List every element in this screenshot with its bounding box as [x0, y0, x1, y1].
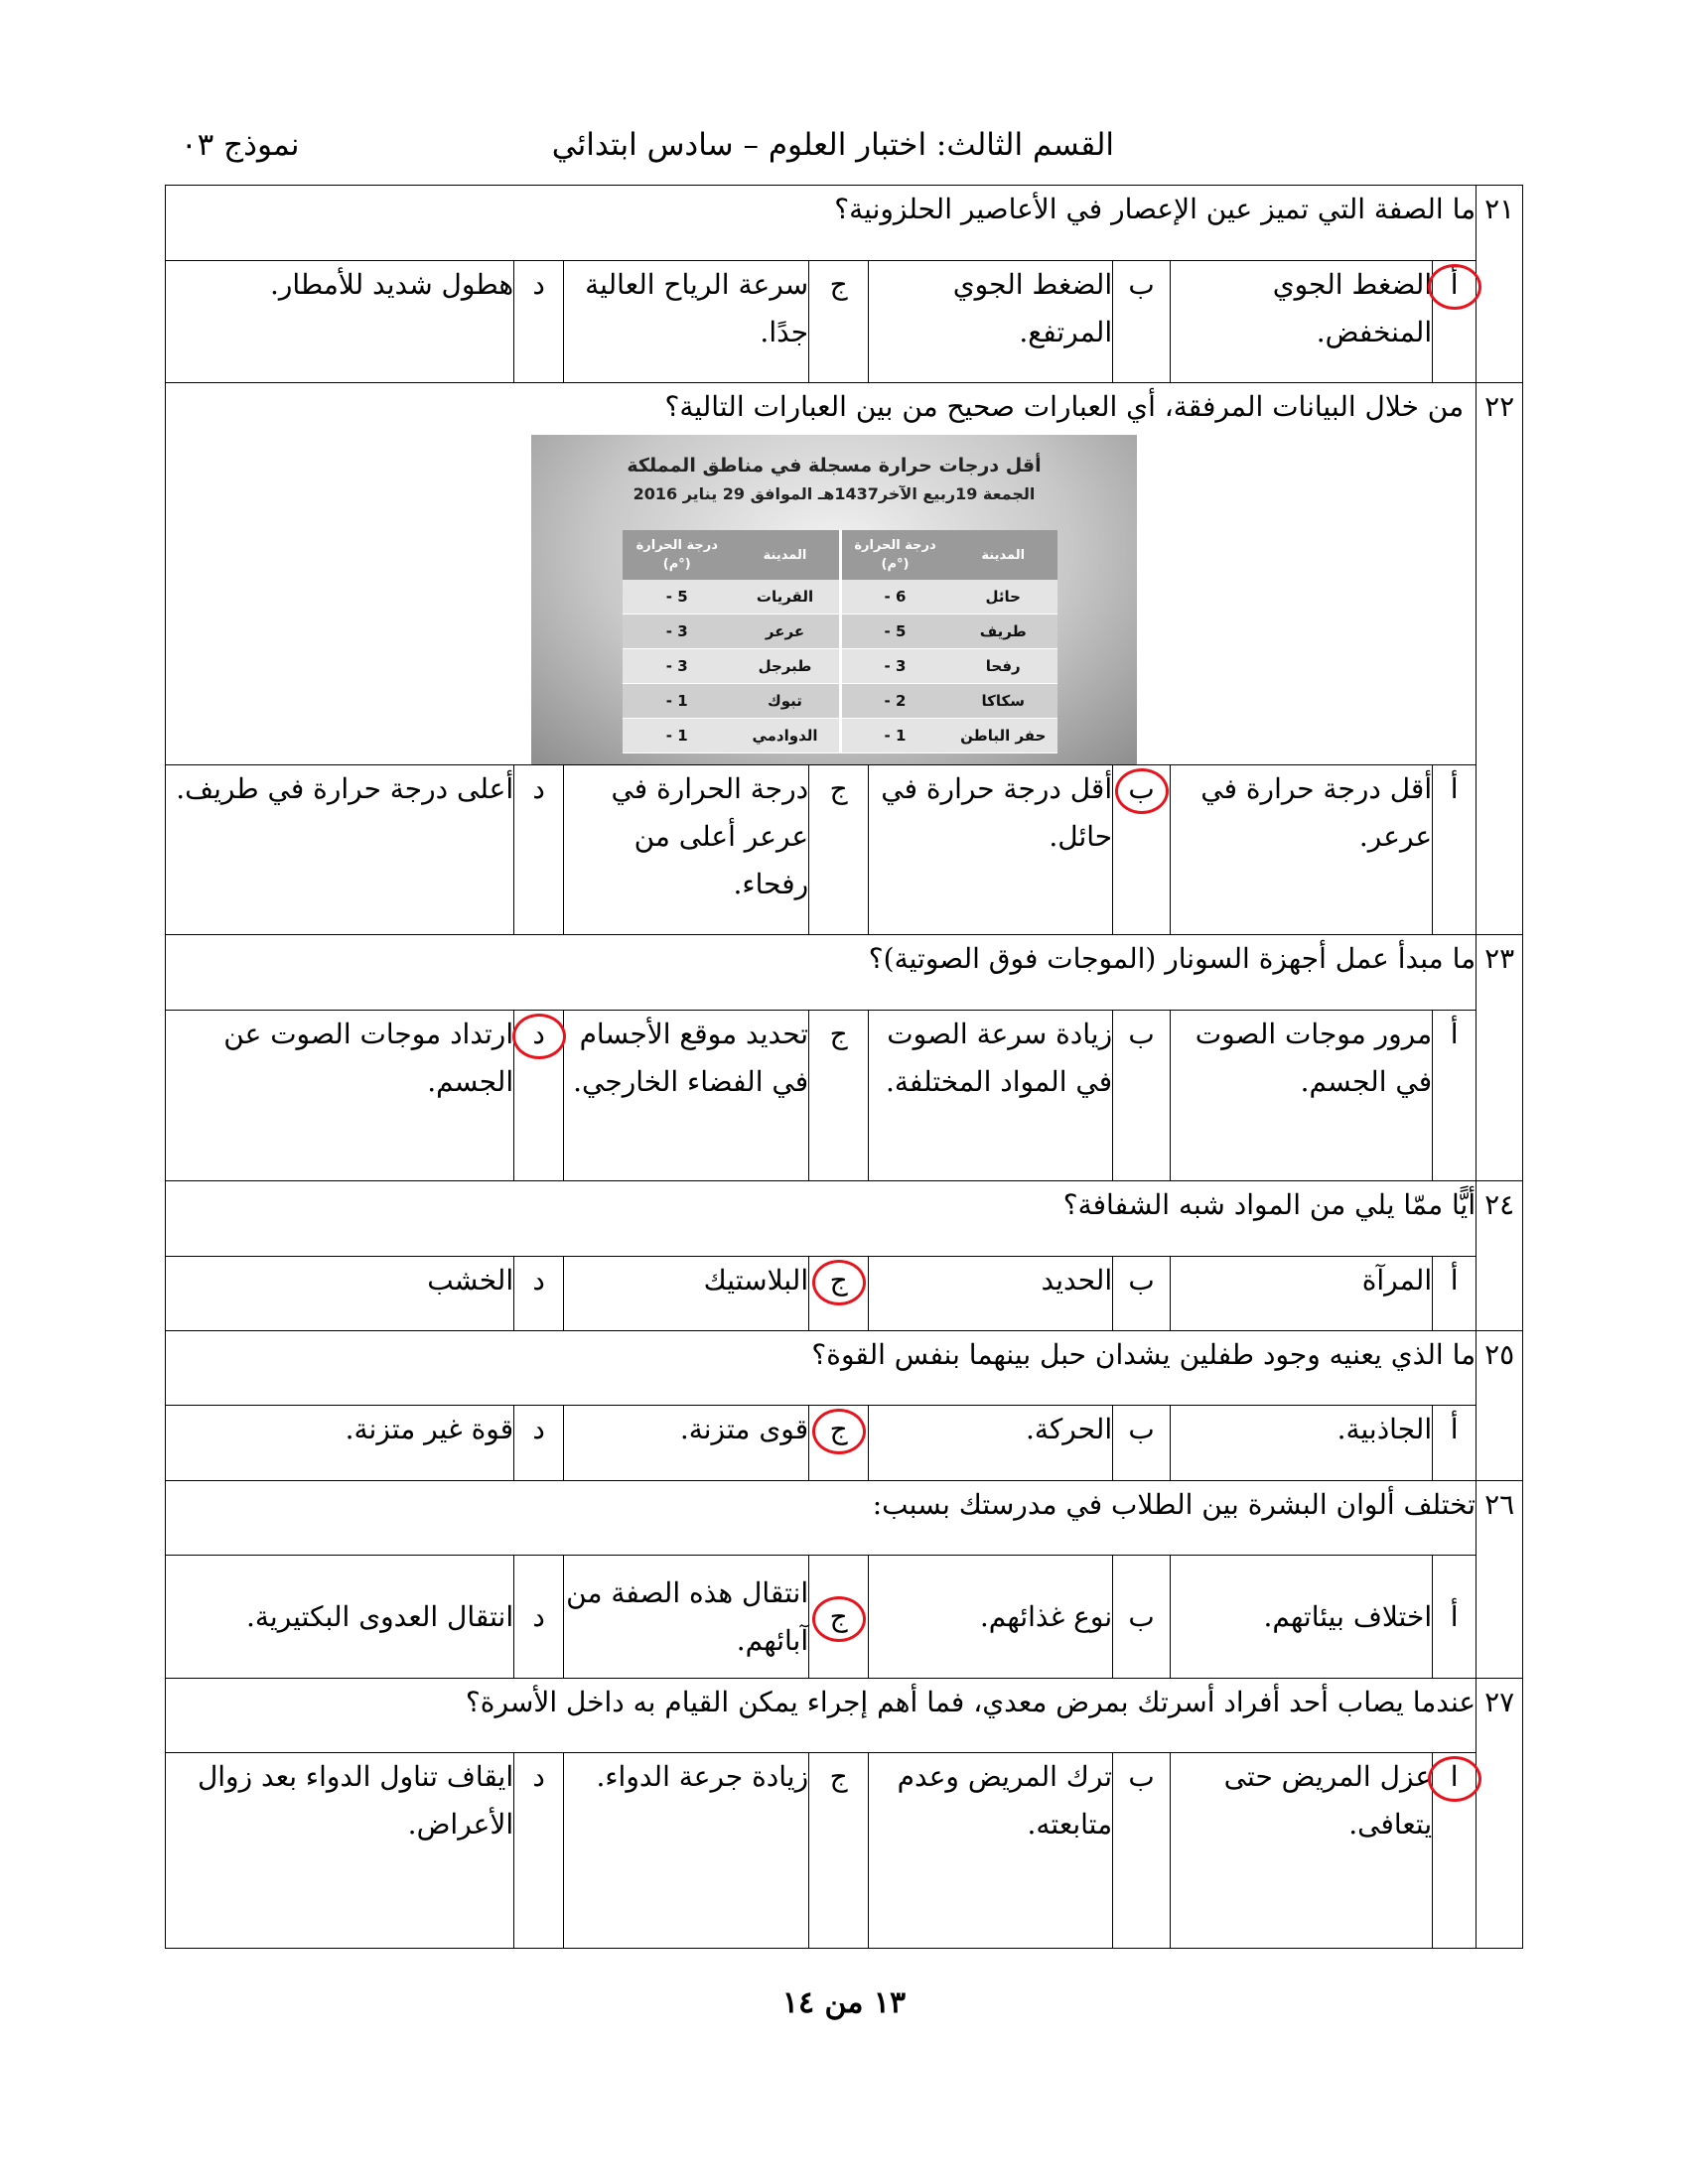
option-b: زيادة سرعة الصوت في المواد المختلفة.	[869, 1011, 1113, 1181]
exam-title: القسم الثالث: اختبار العلوم – سادس ابتدائي	[551, 127, 1114, 163]
temp-cell: 3 -	[623, 649, 732, 684]
option-letter-b: ب	[1113, 1753, 1171, 1949]
attached-data	[166, 431, 1476, 764]
table-row	[623, 719, 1057, 753]
option-letter-d: د	[514, 1011, 564, 1181]
option-letter-a: أ	[1433, 1556, 1477, 1679]
option-letter-a: أ	[1433, 261, 1477, 383]
options-row-22	[166, 765, 1523, 935]
question-text: ما الصفة التي تميز عين الإعصار في الأعاصير الحلزونية؟	[166, 186, 1477, 261]
option-letter-b: ب	[1113, 765, 1171, 935]
temperature-header-row	[623, 530, 1057, 580]
temp-cell: 6 -	[840, 580, 949, 614]
city-cell: الدوادمي	[732, 719, 841, 753]
question-row-23	[166, 935, 1523, 1011]
table-row	[623, 580, 1057, 614]
option-letter-b: ب	[1113, 1011, 1171, 1181]
model-label: نموذج ٠٣	[181, 127, 300, 163]
question-cell	[166, 383, 1477, 765]
question-row-21	[166, 186, 1523, 261]
question-row-22	[166, 383, 1523, 765]
option-b: ترك المريض وعدم متابعته.	[869, 1753, 1113, 1949]
answer-circle	[812, 1409, 866, 1454]
questions-table	[165, 185, 1523, 1949]
option-c: درجة الحرارة في عرعر أعلى من رفحاء.	[564, 765, 809, 935]
question-row-25	[166, 1331, 1523, 1406]
option-letter-c: ج	[809, 1011, 869, 1181]
question-text: ما الذي يعنيه وجود طفلين يشدان حبل بينهما بنفس القوة؟	[166, 1331, 1477, 1406]
option-letter-a: أ	[1433, 1406, 1477, 1481]
page-header	[161, 127, 1521, 177]
options-row-21	[166, 261, 1523, 383]
option-b: الحديد	[869, 1257, 1113, 1331]
temp-cell: 5 -	[840, 614, 949, 649]
temperature-figure	[531, 435, 1137, 764]
city-cell: تبوك	[732, 684, 841, 719]
question-text: أيًّا ممّا يلي من المواد شبه الشفافة؟	[166, 1181, 1477, 1257]
question-number: ٢٥	[1477, 1331, 1523, 1481]
question-text: عندما يصاب أحد أفراد أسرتك بمرض معدي، فما أهم إجراء يمكن القيام به داخل الأسرة؟	[166, 1679, 1477, 1753]
table-row	[623, 614, 1057, 649]
option-letter-c: ج	[809, 1257, 869, 1331]
options-row-26	[166, 1556, 1523, 1679]
temp-cell: 3 -	[623, 614, 732, 649]
figure-title: أقل درجات حرارة مسجلة في مناطق المملكة	[627, 455, 1042, 477]
answer-circle	[512, 1014, 566, 1059]
option-letter-d: د	[514, 1753, 564, 1949]
option-letter-c: ج	[809, 261, 869, 383]
city-cell: القريات	[732, 580, 841, 614]
question-text: من خلال البيانات المرفقة، أي العبارات صحيح من بين العبارات التالية؟	[664, 390, 1465, 423]
option-letter-b: ب	[1113, 1257, 1171, 1331]
option-c: انتقال هذه الصفة من آبائهم.	[564, 1556, 809, 1679]
city-cell: طريف	[949, 614, 1058, 649]
option-letter-c: ج	[809, 1753, 869, 1949]
option-letter-a: ا	[1433, 1753, 1477, 1949]
question-text: ما مبدأ عمل أجهزة السونار (الموجات فوق الصوتية)؟	[166, 935, 1477, 1011]
option-letter-a: أ	[1433, 1011, 1477, 1181]
option-b: الضغط الجوي المرتفع.	[869, 261, 1113, 383]
option-a: اختلاف بيئاتهم.	[1171, 1556, 1433, 1679]
options-row-24	[166, 1257, 1523, 1331]
temp-cell: 2 -	[840, 684, 949, 719]
answer-circle	[1428, 1756, 1481, 1802]
option-a: مرور موجات الصوت في الجسم.	[1171, 1011, 1433, 1181]
option-a: الضغط الجوي المنخفض.	[1171, 261, 1433, 383]
question-number: ٢٤	[1477, 1181, 1523, 1331]
page-number: ١٣ من ١٤	[781, 1985, 907, 2020]
option-letter-d: د	[514, 1406, 564, 1481]
options-row-23	[166, 1011, 1523, 1181]
option-letter-b: ب	[1113, 1556, 1171, 1679]
option-a: المرآة	[1171, 1257, 1433, 1331]
header-city: المدينة	[732, 530, 841, 580]
temp-cell: 1 -	[623, 719, 732, 753]
question-text: تختلف ألوان البشرة بين الطلاب في مدرستك بسبب:	[166, 1481, 1477, 1556]
options-row-27	[166, 1753, 1523, 1949]
option-d: هطول شديد للأمطار.	[166, 261, 514, 383]
option-letter-c: ج	[809, 1556, 869, 1679]
option-d: قوة غير متزنة.	[166, 1406, 514, 1481]
header-temp: درجة الحرارة (°م)	[623, 530, 732, 580]
question-row-26	[166, 1481, 1523, 1556]
option-d: ارتداد موجات الصوت عن الجسم.	[166, 1011, 514, 1181]
temp-cell: 3 -	[840, 649, 949, 684]
option-c: البلاستيك	[564, 1257, 809, 1331]
option-b: نوع غذائهم.	[869, 1556, 1113, 1679]
option-letter-d: د	[514, 1556, 564, 1679]
city-cell: طبرجل	[732, 649, 841, 684]
option-letter-a: أ	[1433, 1257, 1477, 1331]
question-number: ٢٣	[1477, 935, 1523, 1181]
option-c: قوى متزنة.	[564, 1406, 809, 1481]
option-a: الجاذبية.	[1171, 1406, 1433, 1481]
option-c: تحديد موقع الأجسام في الفضاء الخارجي.	[564, 1011, 809, 1181]
table-row	[623, 684, 1057, 719]
city-cell: حفر الباطن	[949, 719, 1058, 753]
question-number: ٢٧	[1477, 1679, 1523, 1949]
answer-circle	[812, 1596, 866, 1642]
header-city: المدينة	[949, 530, 1058, 580]
city-cell: سكاكا	[949, 684, 1058, 719]
temperature-table	[623, 530, 1057, 753]
answer-circle	[1428, 264, 1481, 310]
temp-cell: 1 -	[623, 684, 732, 719]
temp-cell: 5 -	[623, 580, 732, 614]
figure-subtitle: الجمعة 19ربيع الآخر1437هـ الموافق 29 يناير 2016	[633, 484, 1036, 503]
option-letter-b: ب	[1113, 1406, 1171, 1481]
option-letter-b: ب	[1113, 261, 1171, 383]
question-number: ٢١	[1477, 186, 1523, 383]
option-b: الحركة.	[869, 1406, 1113, 1481]
option-letter-a: أ	[1433, 765, 1477, 935]
option-a: أقل درجة حرارة في عرعر.	[1171, 765, 1433, 935]
option-b: أقل درجة حرارة في حائل.	[869, 765, 1113, 935]
city-cell: عرعر	[732, 614, 841, 649]
question-row-24	[166, 1181, 1523, 1257]
option-d: الخشب	[166, 1257, 514, 1331]
answer-circle	[1115, 768, 1169, 814]
option-c: زيادة جرعة الدواء.	[564, 1753, 809, 1949]
option-letter-d: د	[514, 261, 564, 383]
option-letter-d: د	[514, 765, 564, 935]
header-temp: درجة الحرارة (°م)	[840, 530, 949, 580]
option-letter-c: ج	[809, 765, 869, 935]
option-d: أعلى درجة حرارة في طريف.	[166, 765, 514, 935]
option-letter-d: د	[514, 1257, 564, 1331]
option-d: انتقال العدوى البكتيرية.	[166, 1556, 514, 1679]
option-d: ايقاف تناول الدواء بعد زوال الأعراض.	[166, 1753, 514, 1949]
option-c: سرعة الرياح العالية جدًا.	[564, 261, 809, 383]
option-letter-c: ج	[809, 1406, 869, 1481]
options-row-25	[166, 1406, 1523, 1481]
question-number: ٢٦	[1477, 1481, 1523, 1679]
answer-circle	[812, 1260, 866, 1305]
question-number: ٢٢	[1477, 383, 1523, 935]
temp-cell: 1 -	[840, 719, 949, 753]
city-cell: حائل	[949, 580, 1058, 614]
question-row-27	[166, 1679, 1523, 1753]
table-row	[623, 649, 1057, 684]
option-a: عزل المريض حتى يتعافى.	[1171, 1753, 1433, 1949]
city-cell: رفحا	[949, 649, 1058, 684]
